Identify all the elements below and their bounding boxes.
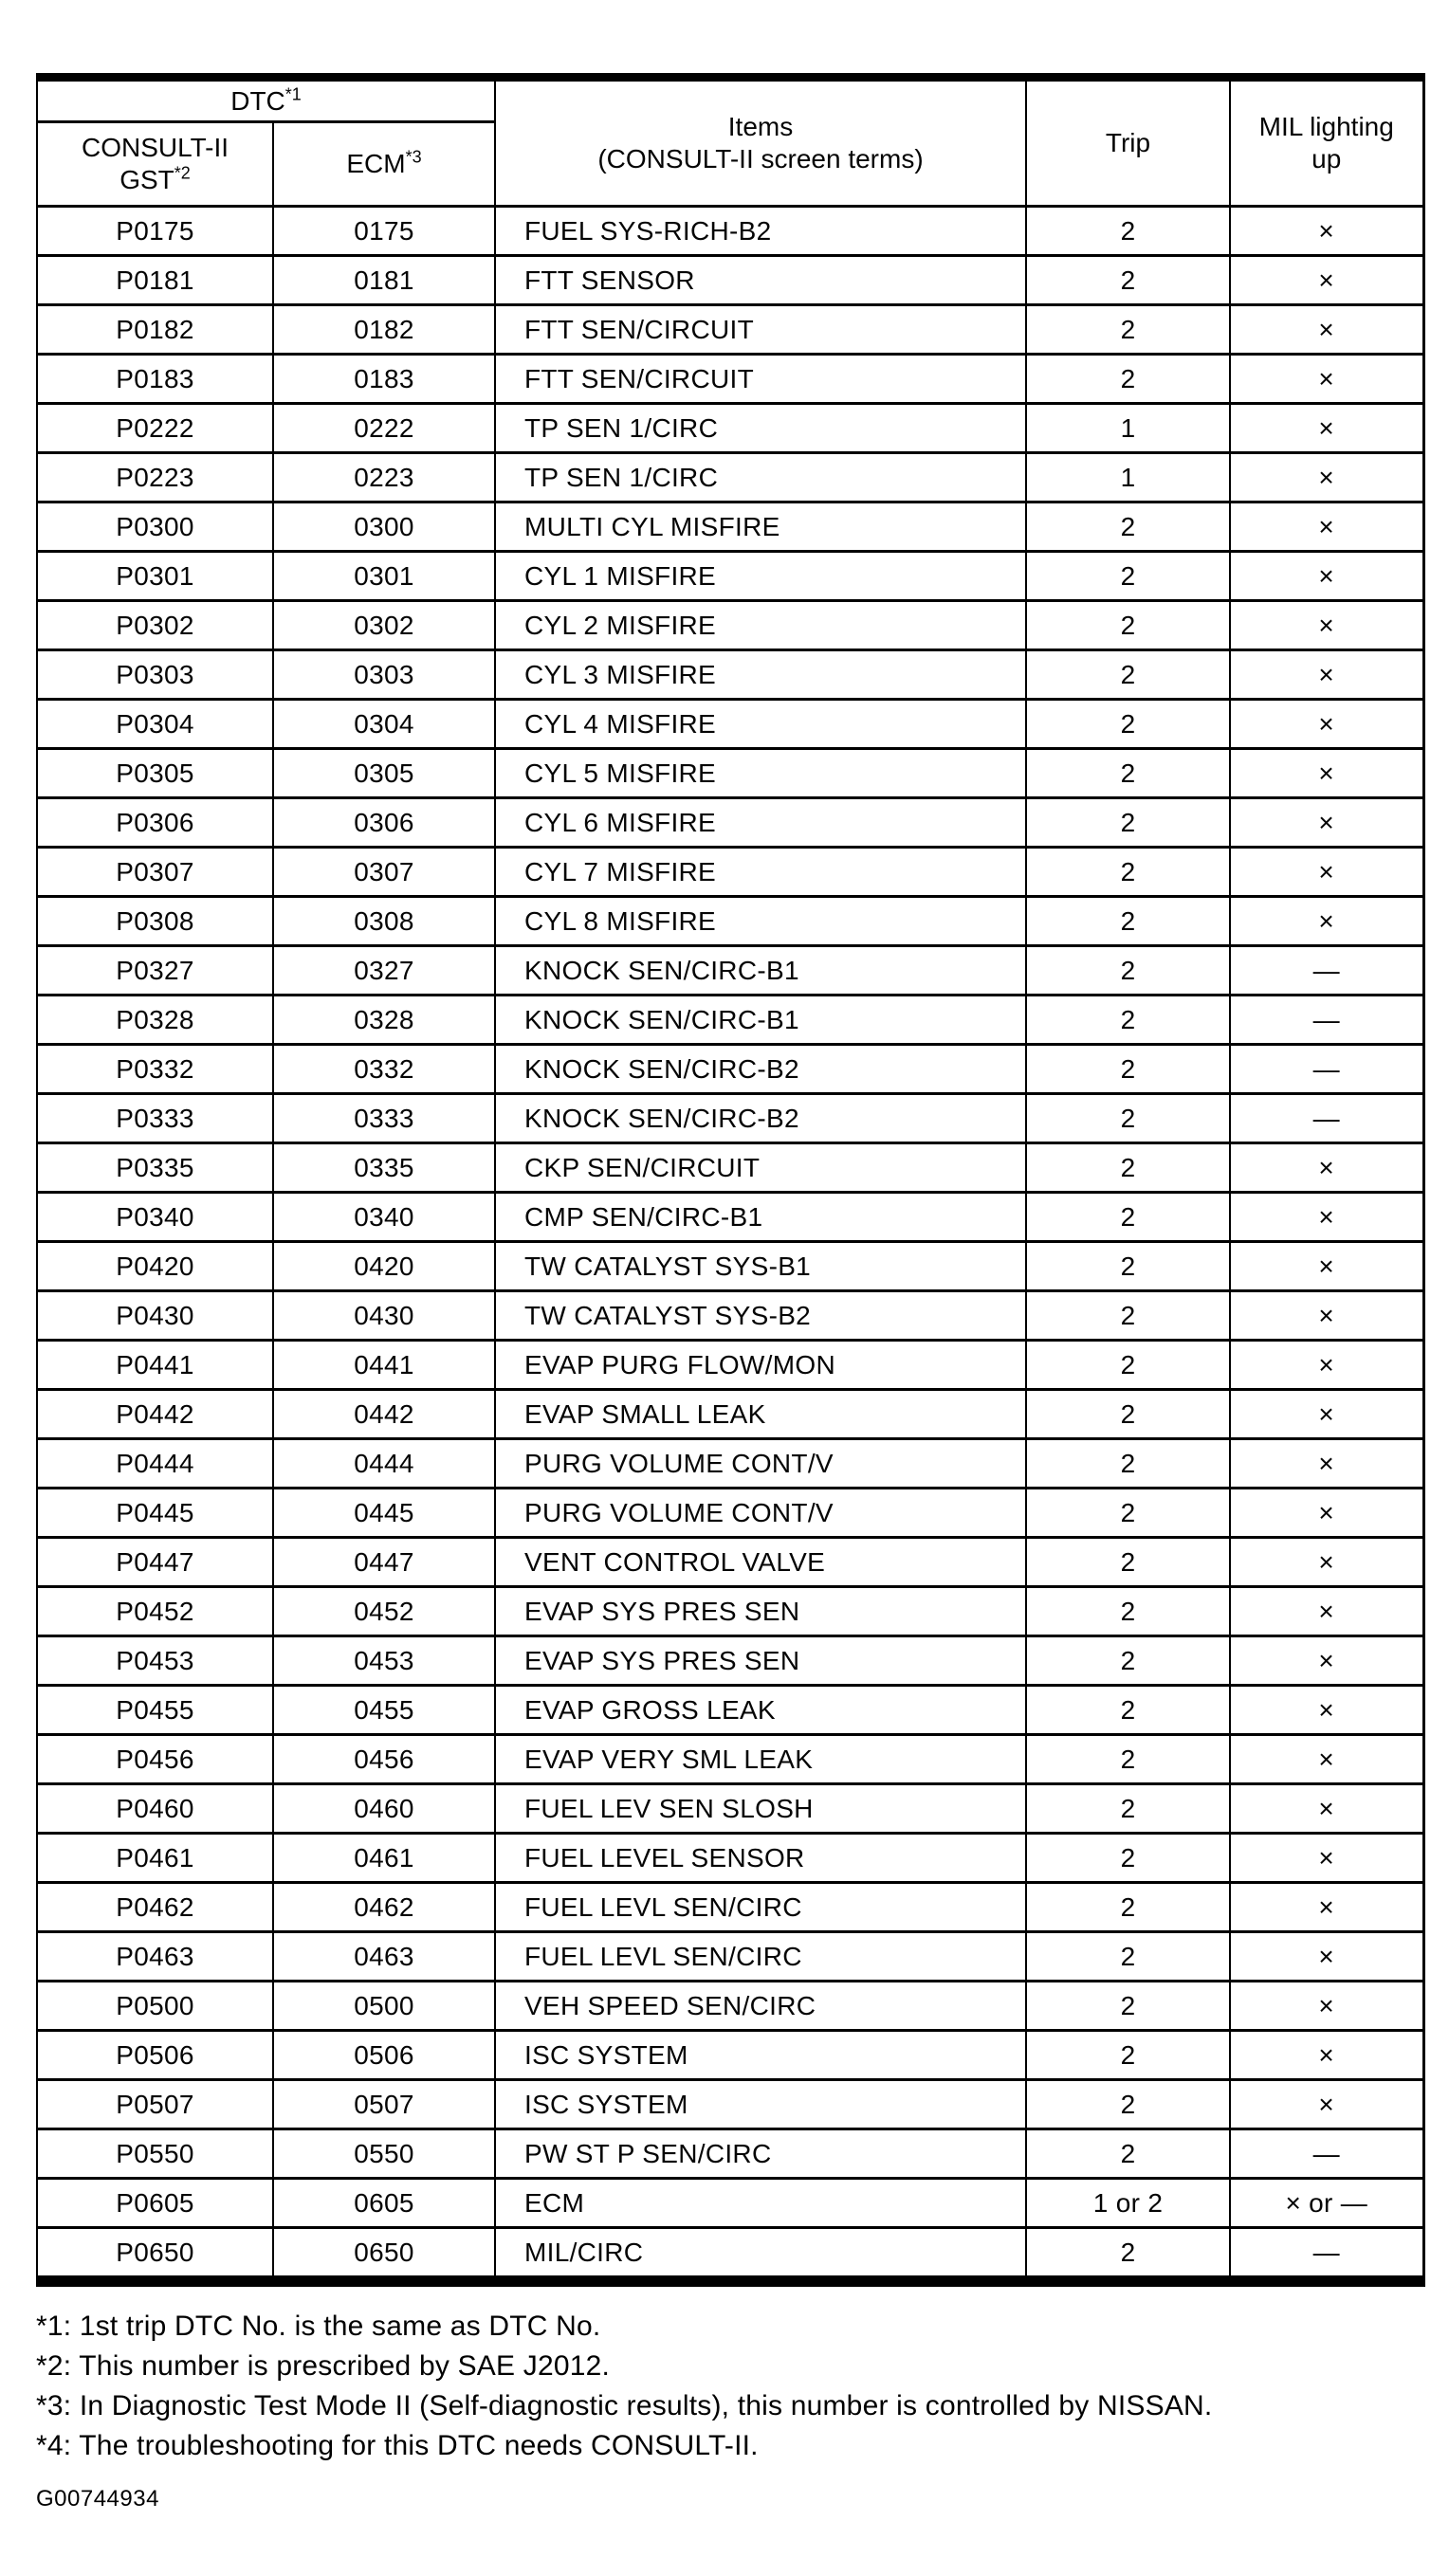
cell-item: PURG VOLUME CONT/V <box>495 1489 1026 1538</box>
cell-trip: 2 <box>1026 2129 1230 2179</box>
cell-dtc-ecm: 0340 <box>273 1193 495 1242</box>
cell-dtc-consult-gst: P0306 <box>37 798 273 848</box>
cell-trip: 2 <box>1026 897 1230 946</box>
cell-dtc-consult-gst: P0183 <box>37 355 273 404</box>
table-row <box>37 1735 1423 1784</box>
table-row <box>37 2080 1423 2129</box>
cell-trip: 2 <box>1026 2080 1230 2129</box>
cell-dtc-consult-gst: P0328 <box>37 996 273 1045</box>
table-row <box>37 601 1423 650</box>
cell-mil-lighting: × <box>1230 305 1423 355</box>
col-header-items: Items (CONSULT-II screen terms) <box>495 78 1026 207</box>
cell-item: TW CATALYST SYS-B2 <box>495 1291 1026 1341</box>
cell-mil-lighting: × <box>1230 1193 1423 1242</box>
cell-item: TP SEN 1/CIRC <box>495 404 1026 453</box>
cell-mil-lighting: — <box>1230 2228 1423 2282</box>
cell-dtc-consult-gst: P0327 <box>37 946 273 996</box>
footnotes <box>36 2307 1212 2466</box>
cell-dtc-consult-gst: P0507 <box>37 2080 273 2129</box>
table-row <box>37 1686 1423 1735</box>
cell-item: CYL 1 MISFIRE <box>495 552 1026 601</box>
cell-trip: 1 <box>1026 453 1230 502</box>
cell-dtc-ecm: 0181 <box>273 256 495 305</box>
cell-mil-lighting: × <box>1230 1489 1423 1538</box>
cell-item: FTT SEN/CIRCUIT <box>495 305 1026 355</box>
table-row <box>37 1439 1423 1489</box>
cell-mil-lighting: × <box>1230 848 1423 897</box>
footnote-line: *3: In Diagnostic Test Mode II (Self-diagnostic results), this number is controlled by NISSAN. <box>36 2390 1213 2421</box>
cell-dtc-consult-gst: P0301 <box>37 552 273 601</box>
cell-item: EVAP GROSS LEAK <box>495 1686 1026 1735</box>
table-row <box>37 502 1423 552</box>
table-row <box>37 453 1423 502</box>
table-row <box>37 1784 1423 1834</box>
cell-item: CYL 2 MISFIRE <box>495 601 1026 650</box>
table-row <box>37 1242 1423 1291</box>
cell-dtc-ecm: 0327 <box>273 946 495 996</box>
cell-dtc-consult-gst: P0304 <box>37 700 273 749</box>
cell-mil-lighting: — <box>1230 1094 1423 1143</box>
cell-trip: 2 <box>1026 1686 1230 1735</box>
cell-trip: 2 <box>1026 1291 1230 1341</box>
cell-trip: 2 <box>1026 848 1230 897</box>
col-header-consult-gst: CONSULT-II GST$^{*2}$ <box>37 122 273 207</box>
cell-dtc-ecm: 0328 <box>273 996 495 1045</box>
cell-dtc-consult-gst: P0222 <box>37 404 273 453</box>
cell-item: FTT SENSOR <box>495 256 1026 305</box>
cell-dtc-ecm: 0175 <box>273 207 495 256</box>
cell-item: ISC SYSTEM <box>495 2080 1026 2129</box>
cell-mil-lighting: × <box>1230 2031 1423 2080</box>
cell-item: PW ST P SEN/CIRC <box>495 2129 1026 2179</box>
cell-mil-lighting: × <box>1230 207 1423 256</box>
cell-dtc-consult-gst: P0506 <box>37 2031 273 2080</box>
cell-dtc-ecm: 0605 <box>273 2179 495 2228</box>
cell-dtc-ecm: 0183 <box>273 355 495 404</box>
cell-trip: 2 <box>1026 1834 1230 1883</box>
cell-dtc-consult-gst: P0302 <box>37 601 273 650</box>
cell-trip: 2 <box>1026 798 1230 848</box>
cell-dtc-ecm: 0308 <box>273 897 495 946</box>
cell-dtc-consult-gst: P0430 <box>37 1291 273 1341</box>
cell-mil-lighting: × <box>1230 1883 1423 1932</box>
cell-dtc-ecm: 0306 <box>273 798 495 848</box>
cell-dtc-ecm: 0307 <box>273 848 495 897</box>
cell-dtc-ecm: 0463 <box>273 1932 495 1982</box>
cell-dtc-consult-gst: P0175 <box>37 207 273 256</box>
cell-dtc-ecm: 0456 <box>273 1735 495 1784</box>
table-row <box>37 1932 1423 1982</box>
cell-mil-lighting: × <box>1230 2080 1423 2129</box>
cell-dtc-ecm: 0302 <box>273 601 495 650</box>
cell-item: ISC SYSTEM <box>495 2031 1026 2080</box>
dtc-table <box>36 73 1425 2287</box>
cell-item: KNOCK SEN/CIRC-B1 <box>495 996 1026 1045</box>
table-row <box>37 1489 1423 1538</box>
cell-dtc-consult-gst: P0307 <box>37 848 273 897</box>
cell-trip: 2 <box>1026 2228 1230 2282</box>
cell-mil-lighting: — <box>1230 1045 1423 1094</box>
cell-item: CKP SEN/CIRCUIT <box>495 1143 1026 1193</box>
cell-item: EVAP VERY SML LEAK <box>495 1735 1026 1784</box>
cell-mil-lighting: × <box>1230 601 1423 650</box>
cell-dtc-ecm: 0335 <box>273 1143 495 1193</box>
cell-dtc-consult-gst: P0453 <box>37 1636 273 1686</box>
cell-item: TW CATALYST SYS-B1 <box>495 1242 1026 1291</box>
cell-dtc-consult-gst: P0455 <box>37 1686 273 1735</box>
cell-dtc-ecm: 0550 <box>273 2129 495 2179</box>
cell-dtc-ecm: 0441 <box>273 1341 495 1390</box>
cell-trip: 2 <box>1026 1439 1230 1489</box>
table-row <box>37 1045 1423 1094</box>
cell-dtc-ecm: 0430 <box>273 1291 495 1341</box>
cell-item: MULTI CYL MISFIRE <box>495 502 1026 552</box>
col-header-trip: Trip <box>1026 78 1230 207</box>
table-body <box>37 207 1423 2282</box>
cell-item: VEH SPEED SEN/CIRC <box>495 1982 1026 2031</box>
cell-item: FTT SEN/CIRCUIT <box>495 355 1026 404</box>
cell-trip: 1 <box>1026 404 1230 453</box>
cell-trip: 2 <box>1026 946 1230 996</box>
footnote-line: *4: The troubleshooting for this DTC needs CONSULT-II. <box>36 2430 759 2461</box>
cell-item: EVAP SYS PRES SEN <box>495 1636 1026 1686</box>
cell-dtc-ecm: 0650 <box>273 2228 495 2282</box>
cell-mil-lighting: × <box>1230 1439 1423 1489</box>
col-header-mil: MIL lighting up <box>1230 78 1423 207</box>
cell-mil-lighting: × <box>1230 355 1423 404</box>
cell-trip: 2 <box>1026 1883 1230 1932</box>
cell-dtc-ecm: 0444 <box>273 1439 495 1489</box>
cell-dtc-ecm: 0305 <box>273 749 495 798</box>
cell-mil-lighting: × <box>1230 1587 1423 1636</box>
cell-item: EVAP SYS PRES SEN <box>495 1587 1026 1636</box>
cell-mil-lighting: × <box>1230 1686 1423 1735</box>
footnote-line: *2: This number is prescribed by SAE J2012. <box>36 2350 611 2382</box>
dtc-footnote-ref: *1 <box>284 84 302 104</box>
cell-mil-lighting: × <box>1230 1538 1423 1587</box>
cell-item: ECM <box>495 2179 1026 2228</box>
cell-dtc-consult-gst: P0463 <box>37 1932 273 1982</box>
cell-mil-lighting: × <box>1230 798 1423 848</box>
cell-dtc-consult-gst: P0303 <box>37 650 273 700</box>
cell-dtc-consult-gst: P0420 <box>37 1242 273 1291</box>
cell-mil-lighting: × <box>1230 1982 1423 2031</box>
cell-dtc-ecm: 0500 <box>273 1982 495 2031</box>
cell-dtc-consult-gst: P0340 <box>37 1193 273 1242</box>
cell-dtc-ecm: 0462 <box>273 1883 495 1932</box>
cell-dtc-ecm: 0507 <box>273 2080 495 2129</box>
cell-trip: 2 <box>1026 1982 1230 2031</box>
cell-dtc-ecm: 0222 <box>273 404 495 453</box>
cell-item: CYL 8 MISFIRE <box>495 897 1026 946</box>
cell-item: CYL 7 MISFIRE <box>495 848 1026 897</box>
cell-dtc-ecm: 0460 <box>273 1784 495 1834</box>
cell-dtc-consult-gst: P0500 <box>37 1982 273 2031</box>
cell-dtc-ecm: 0452 <box>273 1587 495 1636</box>
table-row <box>37 1982 1423 2031</box>
cell-dtc-consult-gst: P0605 <box>37 2179 273 2228</box>
cell-trip: 2 <box>1026 207 1230 256</box>
cell-mil-lighting: × <box>1230 749 1423 798</box>
cell-mil-lighting: × <box>1230 897 1423 946</box>
cell-mil-lighting: × <box>1230 453 1423 502</box>
cell-dtc-consult-gst: P0447 <box>37 1538 273 1587</box>
cell-dtc-consult-gst: P0456 <box>37 1735 273 1784</box>
cell-trip: 2 <box>1026 1784 1230 1834</box>
cell-trip: 2 <box>1026 1242 1230 1291</box>
col-header-dtc: DTC$^{*1}$ <box>37 78 495 122</box>
cell-item: EVAP PURG FLOW/MON <box>495 1341 1026 1390</box>
cell-mil-lighting: × <box>1230 1636 1423 1686</box>
cell-trip: 2 <box>1026 601 1230 650</box>
cell-trip: 2 <box>1026 552 1230 601</box>
table-row <box>37 1636 1423 1686</box>
cell-dtc-consult-gst: P0223 <box>37 453 273 502</box>
cell-mil-lighting: × <box>1230 1341 1423 1390</box>
cell-item: KNOCK SEN/CIRC-B2 <box>495 1045 1026 1094</box>
table-row <box>37 1587 1423 1636</box>
cell-mil-lighting: × <box>1230 1143 1423 1193</box>
cell-trip: 2 <box>1026 305 1230 355</box>
cell-dtc-ecm: 0304 <box>273 700 495 749</box>
cell-dtc-ecm: 0445 <box>273 1489 495 1538</box>
col-header-ecm: ECM$^{*3}$ <box>273 122 495 207</box>
cell-mil-lighting: × <box>1230 552 1423 601</box>
cell-dtc-consult-gst: P0308 <box>37 897 273 946</box>
cell-mil-lighting: × <box>1230 1932 1423 1982</box>
cell-dtc-consult-gst: P0335 <box>37 1143 273 1193</box>
table-row <box>37 2179 1423 2228</box>
table-row <box>37 256 1423 305</box>
cell-dtc-consult-gst: P0332 <box>37 1045 273 1094</box>
cell-trip: 2 <box>1026 1390 1230 1439</box>
cell-mil-lighting: × <box>1230 502 1423 552</box>
cell-dtc-consult-gst: P0452 <box>37 1587 273 1636</box>
cell-trip: 2 <box>1026 502 1230 552</box>
cell-dtc-consult-gst: P0181 <box>37 256 273 305</box>
cell-mil-lighting: × <box>1230 1735 1423 1784</box>
cell-trip: 2 <box>1026 700 1230 749</box>
cell-trip: 1 or 2 <box>1026 2179 1230 2228</box>
cell-mil-lighting: × <box>1230 1390 1423 1439</box>
cell-trip: 2 <box>1026 1341 1230 1390</box>
cell-dtc-ecm: 0442 <box>273 1390 495 1439</box>
cell-item: FUEL LEVEL SENSOR <box>495 1834 1026 1883</box>
cell-dtc-ecm: 0461 <box>273 1834 495 1883</box>
cell-trip: 2 <box>1026 2031 1230 2080</box>
cell-dtc-ecm: 0182 <box>273 305 495 355</box>
cell-trip: 2 <box>1026 1143 1230 1193</box>
table-row <box>37 2228 1423 2282</box>
cell-item: KNOCK SEN/CIRC-B2 <box>495 1094 1026 1143</box>
table-row <box>37 946 1423 996</box>
table-row <box>37 305 1423 355</box>
table-row <box>37 897 1423 946</box>
table-row <box>37 1883 1423 1932</box>
cell-dtc-consult-gst: P0462 <box>37 1883 273 1932</box>
cell-dtc-consult-gst: P0182 <box>37 305 273 355</box>
cell-mil-lighting: × <box>1230 700 1423 749</box>
cell-dtc-ecm: 0420 <box>273 1242 495 1291</box>
cell-dtc-ecm: 0301 <box>273 552 495 601</box>
cell-trip: 2 <box>1026 1587 1230 1636</box>
cell-mil-lighting: × <box>1230 1784 1423 1834</box>
cell-trip: 2 <box>1026 1932 1230 1982</box>
cell-mil-lighting: × <box>1230 1291 1423 1341</box>
cell-mil-lighting: — <box>1230 996 1423 1045</box>
footnote-line: *1: 1st trip DTC No. is the same as DTC No. <box>36 2311 601 2342</box>
cell-item: KNOCK SEN/CIRC-B1 <box>495 946 1026 996</box>
table-row <box>37 798 1423 848</box>
cell-mil-lighting: × <box>1230 256 1423 305</box>
cell-trip: 2 <box>1026 1636 1230 1686</box>
cell-mil-lighting: × <box>1230 650 1423 700</box>
cell-mil-lighting: × or — <box>1230 2179 1423 2228</box>
cell-dtc-ecm: 0506 <box>273 2031 495 2080</box>
table-row <box>37 1193 1423 1242</box>
cell-trip: 2 <box>1026 1094 1230 1143</box>
figure-id: G00744934 <box>36 2486 159 2512</box>
cell-trip: 2 <box>1026 996 1230 1045</box>
cell-dtc-consult-gst: P0441 <box>37 1341 273 1390</box>
cell-dtc-consult-gst: P0333 <box>37 1094 273 1143</box>
table-row <box>37 1291 1423 1341</box>
cell-dtc-consult-gst: P0461 <box>37 1834 273 1883</box>
cell-mil-lighting: — <box>1230 946 1423 996</box>
cell-mil-lighting: × <box>1230 404 1423 453</box>
cell-dtc-ecm: 0303 <box>273 650 495 700</box>
table-row <box>37 650 1423 700</box>
table-row <box>37 1143 1423 1193</box>
table-row <box>37 1094 1423 1143</box>
cell-trip: 2 <box>1026 749 1230 798</box>
cell-trip: 2 <box>1026 1193 1230 1242</box>
cell-item: VENT CONTROL VALVE <box>495 1538 1026 1587</box>
table-row <box>37 355 1423 404</box>
cell-trip: 2 <box>1026 1489 1230 1538</box>
cell-dtc-ecm: 0300 <box>273 502 495 552</box>
cell-dtc-ecm: 0332 <box>273 1045 495 1094</box>
cell-item: EVAP SMALL LEAK <box>495 1390 1026 1439</box>
cell-dtc-ecm: 0223 <box>273 453 495 502</box>
cell-dtc-consult-gst: P0300 <box>37 502 273 552</box>
table-row <box>37 848 1423 897</box>
cell-item: FUEL LEVL SEN/CIRC <box>495 1883 1026 1932</box>
cell-item: CYL 6 MISFIRE <box>495 798 1026 848</box>
ecm-footnote-ref: *3 <box>405 147 422 167</box>
table-row <box>37 1341 1423 1390</box>
cell-mil-lighting: × <box>1230 1834 1423 1883</box>
table-row <box>37 552 1423 601</box>
cell-trip: 2 <box>1026 256 1230 305</box>
cell-item: CMP SEN/CIRC-B1 <box>495 1193 1026 1242</box>
gst-footnote-ref: *2 <box>174 163 191 183</box>
table-row <box>37 996 1423 1045</box>
cell-item: CYL 5 MISFIRE <box>495 749 1026 798</box>
table-row <box>37 404 1423 453</box>
table-row <box>37 1834 1423 1883</box>
cell-trip: 2 <box>1026 1045 1230 1094</box>
table-row <box>37 749 1423 798</box>
table-header <box>37 78 1423 207</box>
cell-dtc-consult-gst: P0650 <box>37 2228 273 2282</box>
table-row <box>37 2129 1423 2179</box>
cell-dtc-consult-gst: P0444 <box>37 1439 273 1489</box>
cell-trip: 2 <box>1026 1538 1230 1587</box>
cell-item: FUEL LEVL SEN/CIRC <box>495 1932 1026 1982</box>
table-row <box>37 700 1423 749</box>
cell-mil-lighting: × <box>1230 1242 1423 1291</box>
cell-dtc-consult-gst: P0305 <box>37 749 273 798</box>
cell-dtc-consult-gst: P0445 <box>37 1489 273 1538</box>
table-row <box>37 1538 1423 1587</box>
table-row <box>37 1390 1423 1439</box>
cell-dtc-consult-gst: P0550 <box>37 2129 273 2179</box>
cell-dtc-consult-gst: P0460 <box>37 1784 273 1834</box>
cell-trip: 2 <box>1026 650 1230 700</box>
cell-item: CYL 4 MISFIRE <box>495 700 1026 749</box>
cell-trip: 2 <box>1026 1735 1230 1784</box>
cell-mil-lighting: — <box>1230 2129 1423 2179</box>
cell-dtc-ecm: 0333 <box>273 1094 495 1143</box>
table-row <box>37 2031 1423 2080</box>
cell-trip: 2 <box>1026 355 1230 404</box>
cell-item: TP SEN 1/CIRC <box>495 453 1026 502</box>
cell-item: FUEL LEV SEN SLOSH <box>495 1784 1026 1834</box>
cell-item: PURG VOLUME CONT/V <box>495 1439 1026 1489</box>
cell-dtc-consult-gst: P0442 <box>37 1390 273 1439</box>
cell-item: CYL 3 MISFIRE <box>495 650 1026 700</box>
cell-item: FUEL SYS-RICH-B2 <box>495 207 1026 256</box>
cell-item: MIL/CIRC <box>495 2228 1026 2282</box>
cell-dtc-ecm: 0447 <box>273 1538 495 1587</box>
cell-dtc-ecm: 0455 <box>273 1686 495 1735</box>
cell-dtc-ecm: 0453 <box>273 1636 495 1686</box>
table-row <box>37 207 1423 256</box>
